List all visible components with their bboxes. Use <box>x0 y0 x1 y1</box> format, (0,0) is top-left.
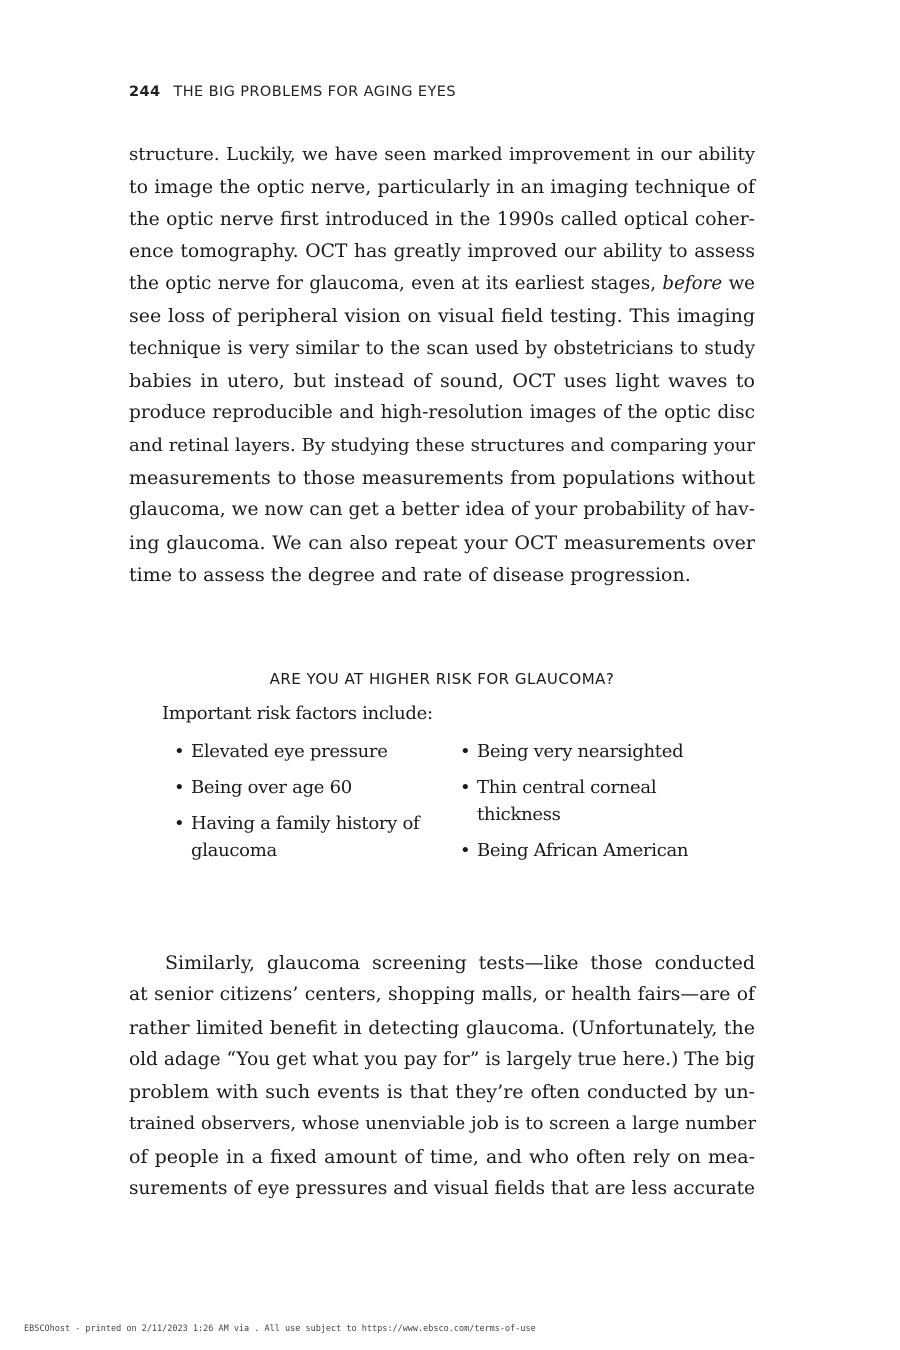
list-item <box>174 810 434 864</box>
bullet-icon: • <box>460 741 471 762</box>
bullet-icon: • <box>460 777 471 798</box>
list-item <box>460 774 730 828</box>
text-line: technique is very similar to the scan used by obstetricians to study <box>129 337 755 359</box>
text-line: produce reproducible and high-resolution images of the optic disc <box>129 402 755 424</box>
text-line: see loss of peripheral vision on visual field testing. This imaging <box>129 305 755 328</box>
text-line: Similarly, glaucoma screening tests—like those conducted <box>165 952 755 974</box>
text-line: ence tomography. OCT has greatly improved our ability to assess <box>129 240 755 262</box>
page-number: 244 <box>129 84 161 100</box>
bullet-icon: • <box>174 813 185 834</box>
print-footer: EBSCOhost - printed on 2/11/2023 1:26 AM via . All use subject to https://www.ebsco.com/terms-of-use <box>24 1324 536 1334</box>
sidebar-intro: Important risk factors include: <box>162 703 433 724</box>
text-line: old adage “You get what you pay for” is largely true here.) The big <box>129 1048 755 1070</box>
bullet-icon: • <box>174 777 185 798</box>
list-item-text: Thin central corneal thickness <box>477 777 657 825</box>
text-line: problem with such events is that they’re often conducted by un- <box>129 1081 755 1104</box>
body-paragraph-2 <box>129 947 755 1205</box>
text-line: the optic nerve first introduced in the 1990s called optical coher- <box>129 208 755 230</box>
text-line: trained observers, whose unenviable job is to screen a large number <box>129 1113 757 1135</box>
text-line: measurements to those measurements from populations without <box>129 466 755 489</box>
list-item <box>174 774 434 801</box>
list-item-text: Elevated eye pressure <box>191 741 388 762</box>
text-line: of people in a fixed amount of time, and who often rely on mea- <box>129 1145 755 1168</box>
text-line-part: we <box>728 273 755 295</box>
text-line: and retinal layers. By studying these structures and comparing your <box>129 434 755 456</box>
text-line: time to assess the degree and rate of disease progression. <box>129 563 691 586</box>
list-item <box>460 738 730 765</box>
text-line: surements of eye pressures and visual fields that are less accurate <box>129 1178 755 1200</box>
running-head-title: THE BIG PROBLEMS FOR AGING EYES <box>173 84 456 100</box>
bullet-icon: • <box>460 840 471 861</box>
running-head <box>129 84 456 100</box>
text-line: ing glaucoma. We can also repeat your OCT measurements over <box>129 531 755 554</box>
list-item <box>460 837 730 864</box>
risk-factor-list-right <box>460 738 730 873</box>
list-item-text: Having a family history of glaucoma <box>191 813 420 861</box>
body-paragraph-1 <box>129 139 755 591</box>
list-item <box>174 738 434 765</box>
text-line: to image the optic nerve, particularly in an imaging technique of <box>129 176 755 199</box>
emphasis-text: before <box>662 273 723 295</box>
risk-factor-list-left <box>174 738 434 873</box>
list-item-text: Being very nearsighted <box>477 741 684 762</box>
text-line: at senior citizens’ centers, shopping malls, or health fairs—are of <box>129 984 755 1006</box>
text-line-part: the optic nerve for glaucoma, even at its earliest stages, <box>129 273 656 295</box>
list-item-text: Being over age 60 <box>191 777 352 798</box>
text-line <box>129 268 755 300</box>
list-item-text: Being African American <box>477 840 689 861</box>
text-line: glaucoma, we now can get a better idea of your probability of hav- <box>129 499 755 521</box>
sidebar-title: ARE YOU AT HIGHER RISK FOR GLAUCOMA? <box>269 670 615 688</box>
text-line: rather limited benefit in detecting glaucoma. (Unfortunately, the <box>129 1016 755 1039</box>
bullet-icon: • <box>174 741 185 762</box>
text-line: babies in utero, but instead of sound, OCT uses light waves to <box>129 370 755 393</box>
text-line: structure. Luckily, we have seen marked improvement in our ability <box>129 144 755 165</box>
